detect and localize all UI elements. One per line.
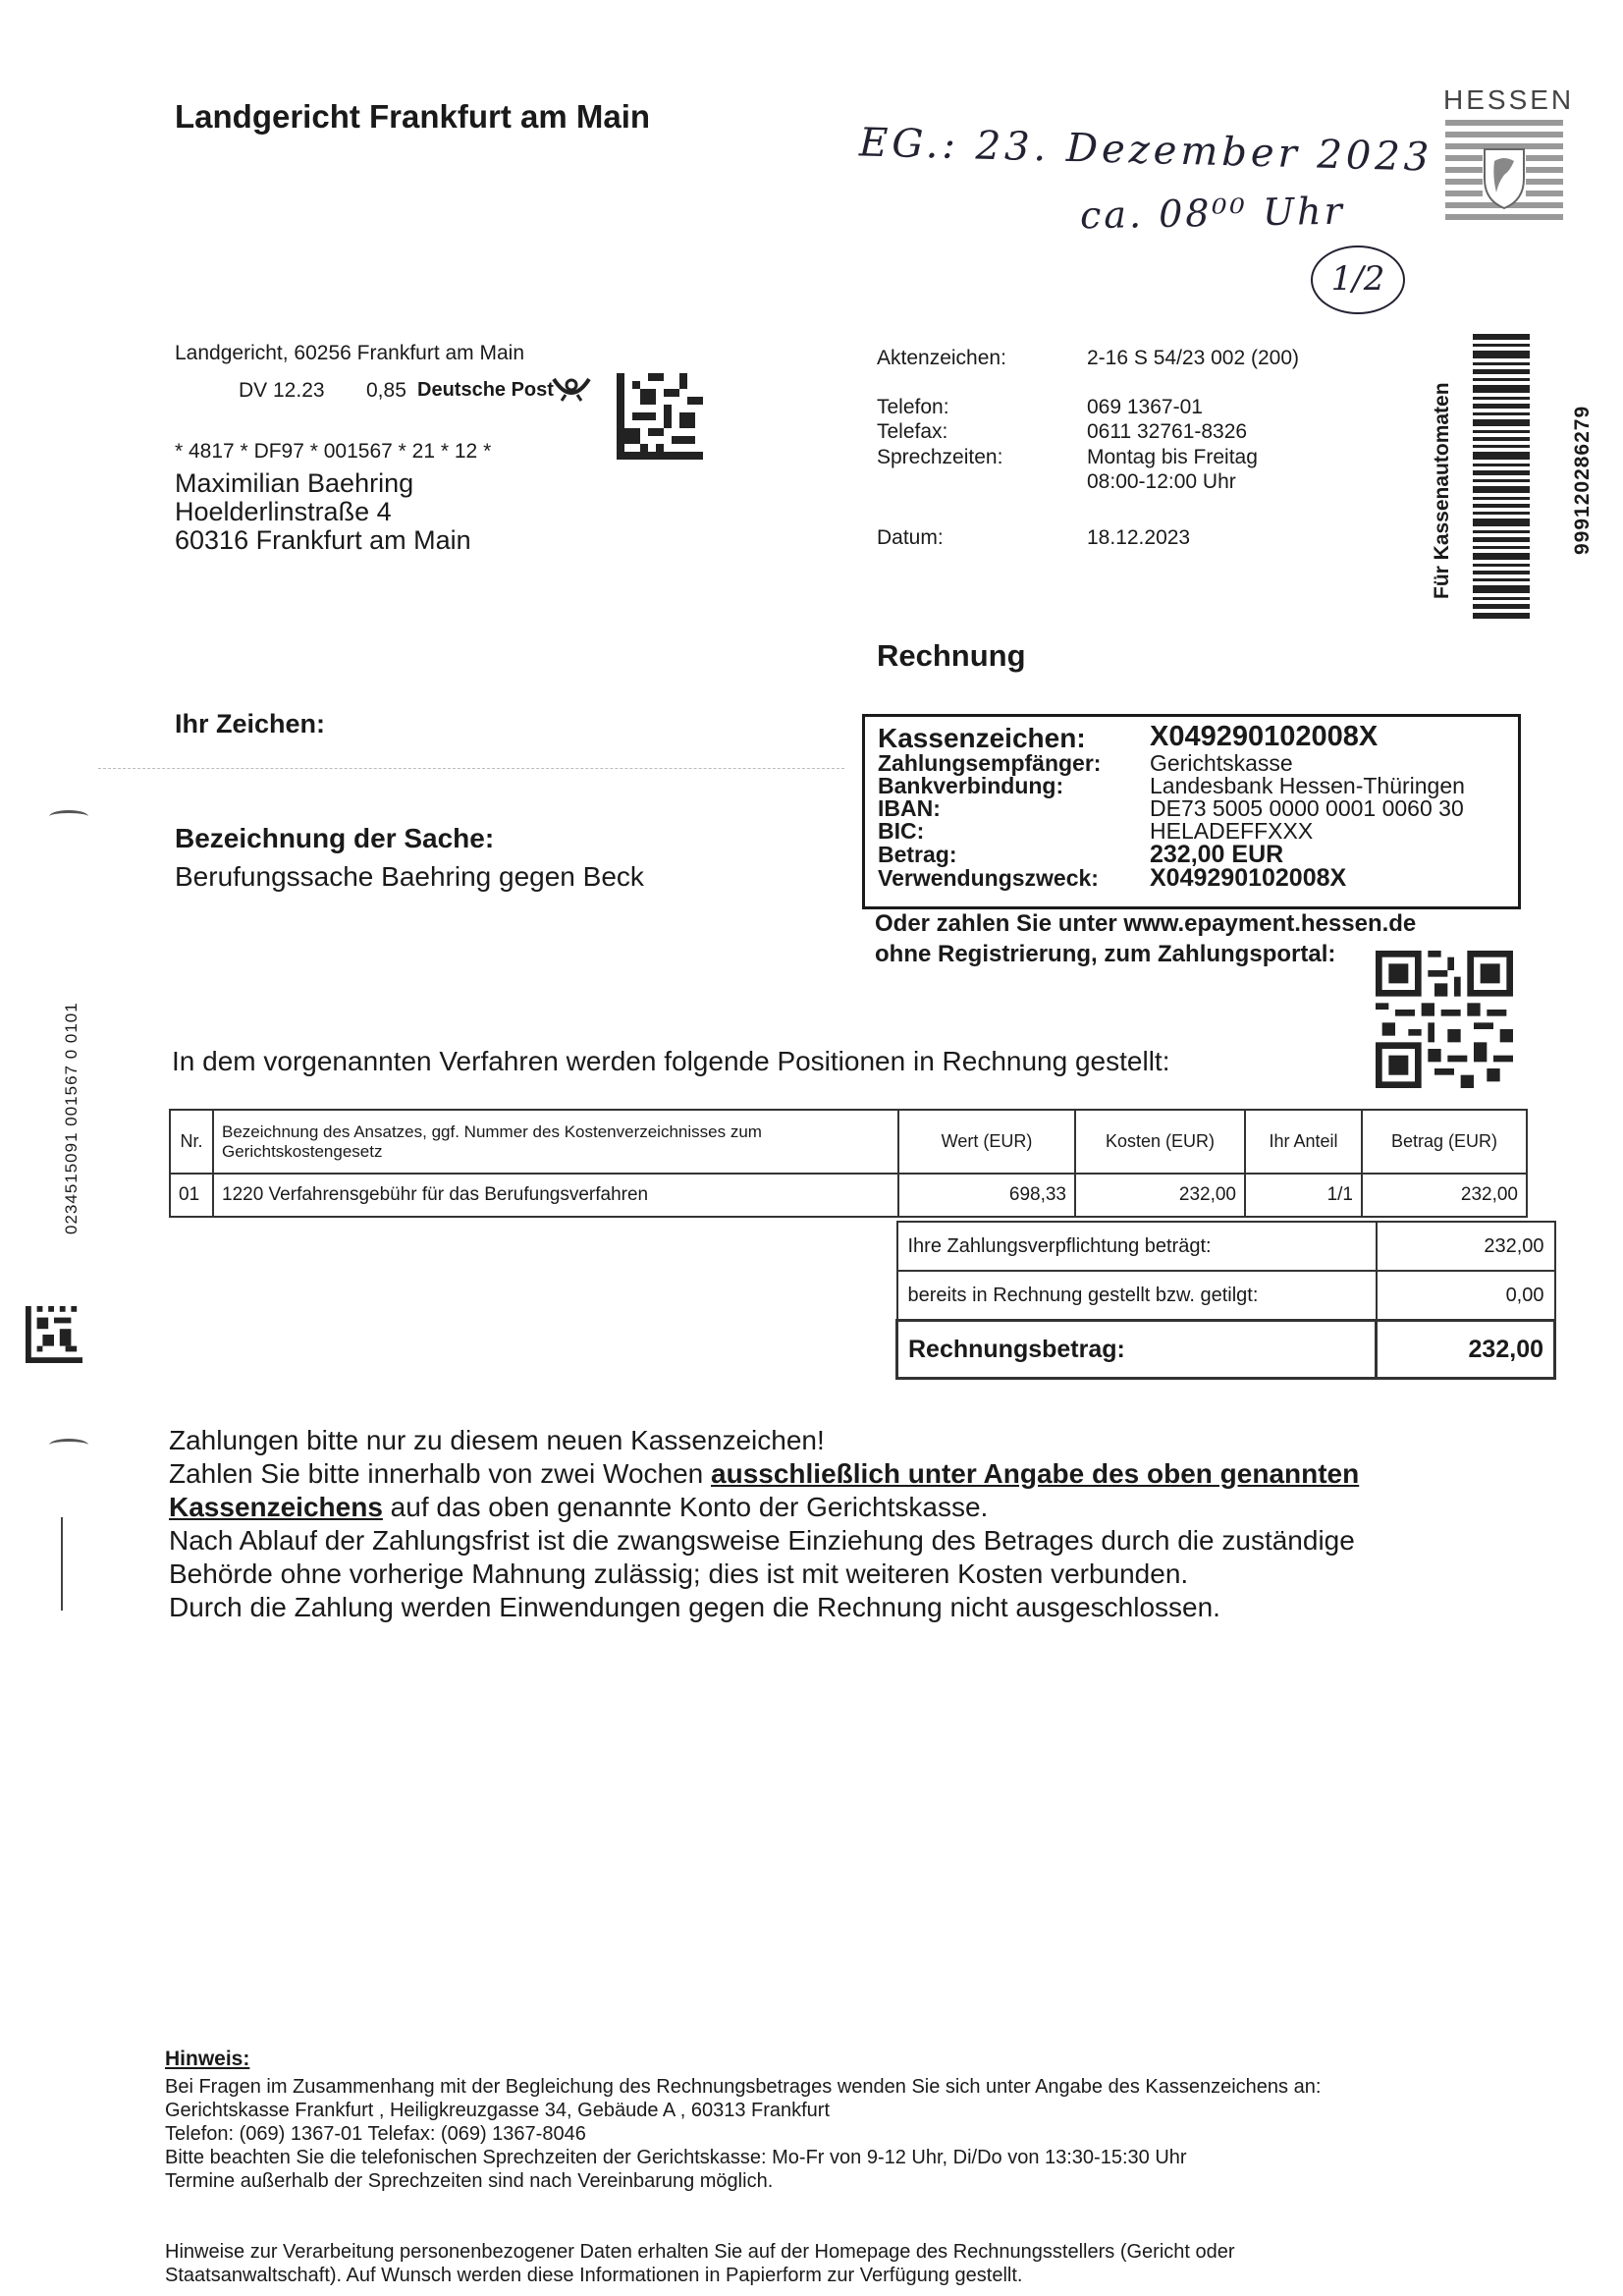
summary-value: 0,00 bbox=[1377, 1271, 1555, 1321]
col-anteil: Ihr Anteil bbox=[1245, 1110, 1362, 1174]
cell-betrag: 232,00 bbox=[1362, 1174, 1527, 1217]
col-kosten: Kosten (EUR) bbox=[1075, 1110, 1245, 1174]
sache-value: Berufungssache Baehring gegen Beck bbox=[175, 861, 644, 892]
cell-kosten: 232,00 bbox=[1075, 1174, 1245, 1217]
col-bezeichnung: Bezeichnung des Ansatzes, ggf. Nummer des Kostenverzeichnisses zum Gerichtskostengesetz bbox=[213, 1110, 898, 1174]
separator-line bbox=[98, 768, 844, 769]
iban-value: DE73 5005 0000 0001 0060 30 bbox=[1150, 795, 1464, 821]
recipient-city: 60316 Frankfurt am Main bbox=[175, 525, 471, 555]
sprechzeiten-hours: 08:00-12:00 Uhr bbox=[1087, 470, 1236, 493]
epayment-line-1: Oder zahlen Sie unter www.epayment.hessen.de bbox=[875, 910, 1417, 937]
franking-dv: DV 12.23 bbox=[239, 379, 325, 402]
handwritten-received-time: ca. 08⁰⁰ Uhr bbox=[1079, 189, 1346, 238]
empfaenger-value: Gerichtskasse bbox=[1150, 750, 1293, 776]
franking-datamatrix-code bbox=[617, 373, 703, 460]
fold-mark bbox=[49, 810, 88, 823]
col-nr: Nr. bbox=[170, 1110, 213, 1174]
summary-label: Ihre Zahlungsverpflichtung beträgt: bbox=[897, 1222, 1377, 1271]
cell-bezeichnung: 1220 Verfahrensgebühr für das Berufungsverfahren bbox=[213, 1174, 898, 1217]
telefon-label: Telefon: bbox=[877, 396, 949, 418]
total-label: Rechnungsbetrag: bbox=[897, 1321, 1377, 1379]
state-wordmark: HESSEN bbox=[1443, 84, 1575, 115]
payment-qr-code[interactable] bbox=[1376, 951, 1513, 1088]
summary-row bbox=[897, 1222, 1555, 1271]
punch-mark bbox=[61, 1517, 63, 1611]
carrier-name: Deutsche Post bbox=[417, 379, 554, 401]
court-title: Landgericht Frankfurt am Main bbox=[175, 98, 651, 135]
datum-value: 18.12.2023 bbox=[1087, 526, 1191, 549]
instruction-emphasis: Kassenzeichens bbox=[169, 1492, 383, 1522]
summary-value: 232,00 bbox=[1377, 1222, 1555, 1271]
telefax-label: Telefax: bbox=[877, 420, 948, 443]
instruction-line: Zahlungen bitte nur zu diesem neuen Kassenzeichen! bbox=[169, 1425, 825, 1455]
telefax-value: 0611 32761-8326 bbox=[1087, 420, 1248, 443]
aktenzeichen-value: 2-16 S 54/23 002 (200) bbox=[1087, 347, 1299, 369]
iban-label: IBAN: bbox=[878, 795, 941, 821]
summary-table bbox=[895, 1221, 1556, 1380]
bank-value: Landesbank Hessen-Thüringen bbox=[1150, 773, 1465, 798]
hinweis-line: Staatsanwaltschaft). Auf Wunsch werden diese Informationen in Papierform zur Verfügung gestellt. bbox=[165, 2265, 1023, 2286]
hinweis-title: Hinweis: bbox=[165, 2048, 250, 2070]
sprechzeiten-label: Sprechzeiten: bbox=[877, 446, 1003, 468]
cell-anteil: 1/1 bbox=[1245, 1174, 1362, 1217]
aktenzeichen-label: Aktenzeichen: bbox=[877, 347, 1006, 369]
instruction-line: Behörde ohne vorherige Mahnung zulässig; dies ist mit weiteren Kosten verbunden. bbox=[169, 1558, 1189, 1589]
recipient-address bbox=[175, 469, 471, 555]
positions-table bbox=[169, 1109, 1528, 1218]
kassenzeichen-value: X049290102008X bbox=[1150, 721, 1379, 752]
datum-label: Datum: bbox=[877, 526, 944, 549]
bic-label: BIC: bbox=[878, 818, 925, 844]
barcode bbox=[1473, 334, 1530, 619]
sprechzeiten-days: Montag bis Freitag bbox=[1087, 446, 1258, 468]
table-intro: In dem vorgenannten Verfahren werden folgende Positionen in Rechnung gestellt: bbox=[172, 1046, 1170, 1076]
franking-code: * 4817 * DF97 * 001567 * 21 * 12 * bbox=[175, 440, 492, 463]
betrag-value: 232,00 EUR bbox=[1150, 841, 1284, 868]
epayment-notice bbox=[875, 908, 1416, 969]
document-tracking-code: 0234515091 001567 0 0101 bbox=[62, 1002, 81, 1234]
payment-details-box bbox=[862, 714, 1521, 909]
side-datamatrix-code bbox=[26, 1306, 82, 1363]
instruction-line: Nach Ablauf der Zahlungsfrist ist die zwangsweise Einziehung des Betrages durch die zuständige bbox=[169, 1525, 1355, 1556]
handwritten-page-count: 1/2 bbox=[1311, 246, 1405, 314]
table-row bbox=[170, 1174, 1527, 1217]
telefon-value: 069 1367-01 bbox=[1087, 396, 1203, 418]
verwendungszweck-value: X049290102008X bbox=[1150, 864, 1347, 892]
summary-total-row bbox=[897, 1321, 1555, 1379]
recipient-street: Hoelderlinstraße 4 bbox=[175, 497, 392, 526]
instruction-emphasis: ausschließlich unter Angabe des oben genannten bbox=[711, 1458, 1360, 1489]
ihr-zeichen-label: Ihr Zeichen: bbox=[175, 709, 326, 738]
hinweis-text bbox=[165, 2075, 1520, 2193]
instruction-text: auf das oben genannte Konto der Gerichtskasse. bbox=[382, 1492, 989, 1522]
table-header-row bbox=[170, 1110, 1527, 1174]
fold-mark bbox=[49, 1439, 88, 1451]
barcode-number: 99912028627​9 bbox=[1571, 405, 1594, 555]
posthorn-icon bbox=[552, 373, 591, 403]
handwritten-received-date: EG.: 23. Dezember 2023 bbox=[858, 120, 1434, 181]
bank-label: Bankverbindung: bbox=[878, 773, 1064, 798]
total-value: 232,00 bbox=[1377, 1321, 1555, 1379]
hinweis-line: Bei Fragen im Zusammenhang mit der Begleichung des Rechnungsbetrages wenden Sie sich unter Angabe des Kassenzeichens an: bbox=[165, 2076, 1322, 2098]
payment-instructions bbox=[169, 1424, 1543, 1624]
hinweis-line: Termine außerhalb der Sprechzeiten sind nach Vereinbarung möglich. bbox=[165, 2170, 774, 2192]
kassenautomat-label: Für Kassenautomaten bbox=[1431, 382, 1453, 599]
hinweis-line: Bitte beachten Sie die telefonischen Sprechzeiten der Gerichtskasse: Mo-Fr von 9-12 Uhr, Di/Do von 13:30-15:30 Uhr bbox=[165, 2147, 1187, 2168]
betrag-label: Betrag: bbox=[878, 842, 957, 867]
epayment-line-2: ohne Registrierung, zum Zahlungsportal: bbox=[875, 941, 1336, 967]
instruction-line bbox=[169, 1457, 1543, 1491]
sache-label: Bezeichnung der Sache: bbox=[175, 823, 495, 853]
cell-wert: 698,33 bbox=[898, 1174, 1075, 1217]
recipient-name: Maximilian Baehring bbox=[175, 468, 414, 498]
hinweis-line: Hinweise zur Verarbeitung personenbezogener Daten erhalten Sie auf der Homepage des Rechnungsstellers (Gericht oder bbox=[165, 2241, 1235, 2263]
instruction-text: Zahlen Sie bitte innerhalb von zwei Wochen bbox=[169, 1458, 712, 1489]
hinweis-line: Gerichtskasse Frankfurt , Heiligkreuzgasse 34, Gebäude A , 60313 Frankfurt bbox=[165, 2100, 831, 2121]
return-address: Landgericht, 60256 Frankfurt am Main bbox=[175, 342, 525, 364]
kassenzeichen-label: Kassenzeichen: bbox=[878, 723, 1086, 753]
col-betrag: Betrag (EUR) bbox=[1362, 1110, 1527, 1174]
summary-row bbox=[897, 1271, 1555, 1321]
datenschutz-text bbox=[165, 2240, 1520, 2287]
hessen-coat-of-arms-logo bbox=[1445, 118, 1563, 234]
summary-label: bereits in Rechnung gestellt bzw. getilgt: bbox=[897, 1271, 1377, 1321]
verwendungszweck-label: Verwendungszweck: bbox=[878, 865, 1099, 891]
franking-porto: 0,85 bbox=[366, 379, 406, 402]
empfaenger-label: Zahlungsempfänger: bbox=[878, 750, 1102, 776]
cell-nr: 01 bbox=[170, 1174, 213, 1217]
hinweis-line: Telefon: (069) 1367-01 Telefax: (069) 1367-8046 bbox=[165, 2123, 586, 2145]
instruction-line: Durch die Zahlung werden Einwendungen gegen die Rechnung nicht ausgeschlossen. bbox=[169, 1592, 1220, 1622]
col-wert: Wert (EUR) bbox=[898, 1110, 1075, 1174]
instruction-line bbox=[169, 1491, 1543, 1524]
document-title: Rechnung bbox=[877, 638, 1026, 673]
bic-value: HELADEFFXXX bbox=[1150, 818, 1314, 844]
